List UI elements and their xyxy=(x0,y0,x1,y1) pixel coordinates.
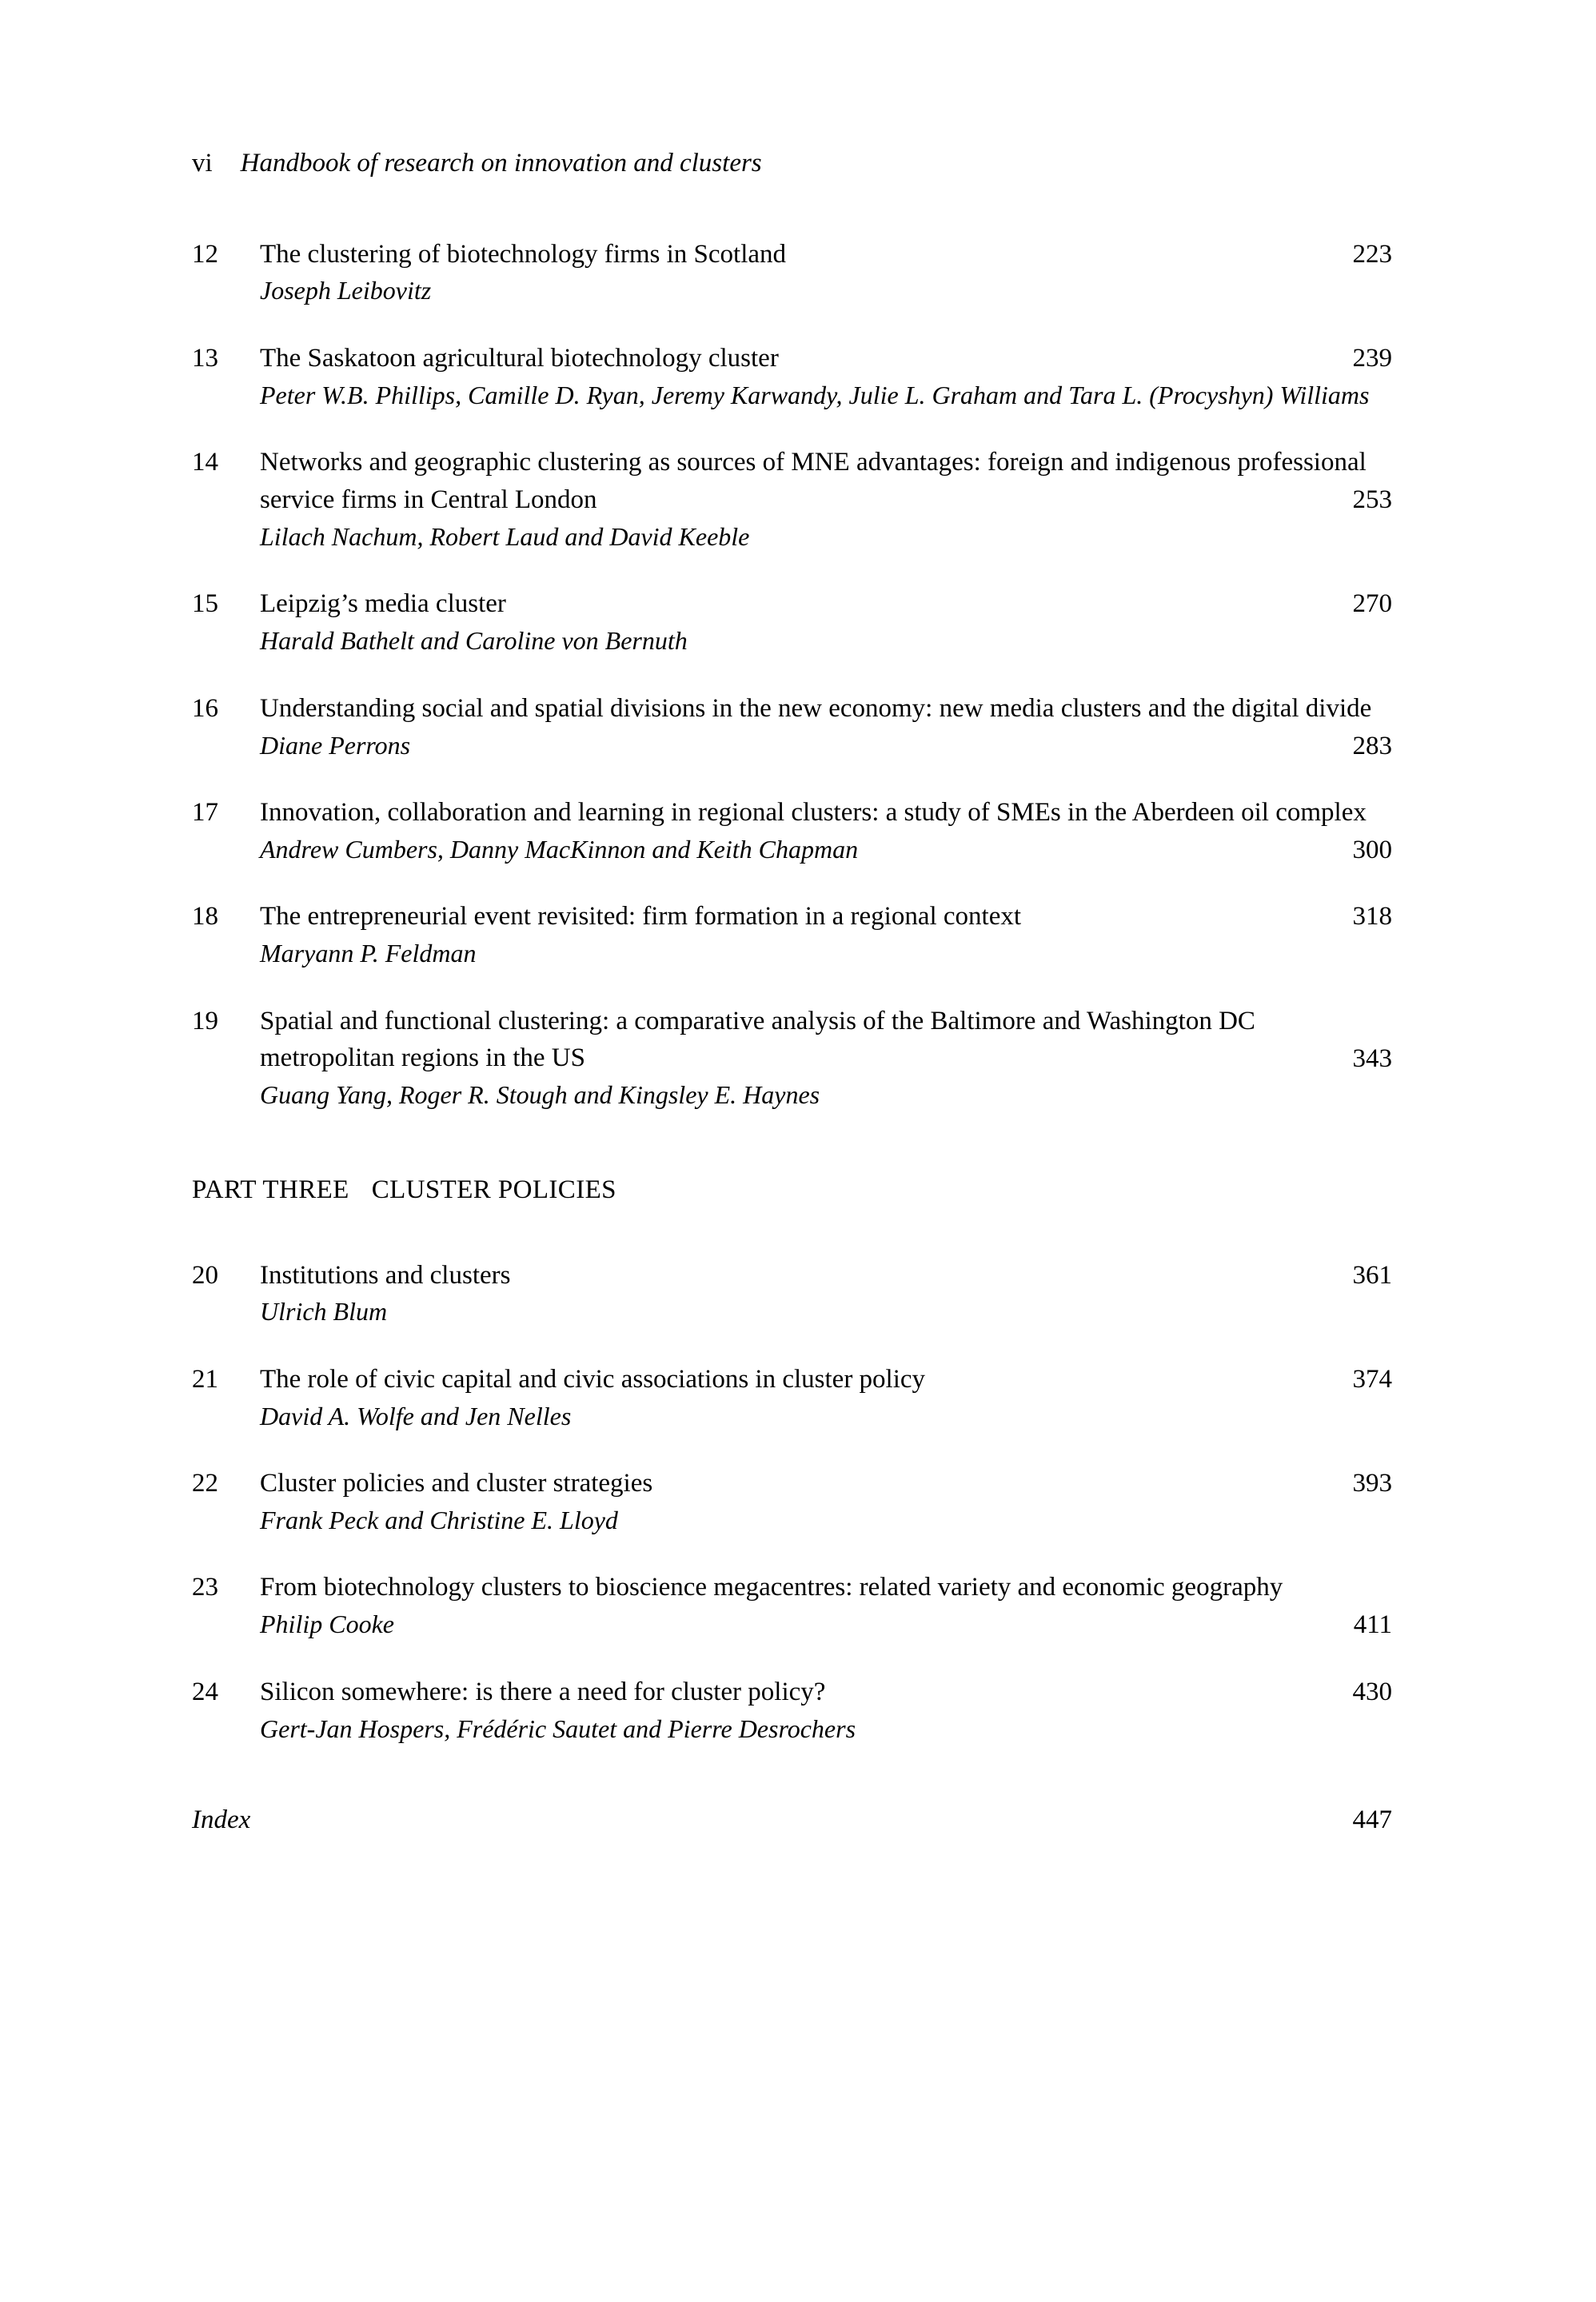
toc-entry[interactable] xyxy=(192,690,1392,764)
chapter-authors: Philip Cooke xyxy=(260,1610,394,1639)
index-label: Index xyxy=(192,1805,251,1835)
chapter-title: The entrepreneurial event revisited: firm formation in a regional context xyxy=(260,902,1022,932)
toc-entry[interactable] xyxy=(192,1003,1392,1114)
chapter-authors: Frank Peck and Christine E. Lloyd xyxy=(260,1506,618,1534)
chapter-authors: Diane Perrons xyxy=(260,730,411,760)
chapter-page-number: 239 xyxy=(1352,343,1392,373)
book-title: Handbook of research on innovation and clusters xyxy=(240,149,762,178)
chapter-title: Innovation, collaboration and learning in regional clusters: a study of SMEs in the Aberdeen oil complex xyxy=(260,797,1367,827)
chapter-page-number: 361 xyxy=(1352,1260,1392,1290)
chapter-number: 20 xyxy=(192,1260,218,1290)
chapter-number: 21 xyxy=(192,1364,218,1394)
chapter-authors: Joseph Leibovitz xyxy=(260,276,432,305)
chapter-title: Leipzig’s media cluster xyxy=(260,589,506,619)
part-name: CLUSTER POLICIES xyxy=(371,1175,616,1204)
toc-entry[interactable] xyxy=(192,585,1392,659)
toc-entry[interactable] xyxy=(192,340,1392,413)
index-page-number: 447 xyxy=(1352,1805,1392,1835)
chapter-title: The role of civic capital and civic associations in cluster policy xyxy=(260,1364,926,1394)
chapter-number: 15 xyxy=(192,589,218,619)
chapter-number: 12 xyxy=(192,239,218,269)
chapter-number: 16 xyxy=(192,693,218,723)
toc-entry[interactable] xyxy=(192,444,1392,555)
chapter-authors: David A. Wolfe and Jen Nelles xyxy=(260,1401,572,1430)
chapter-page-number: 270 xyxy=(1352,589,1392,619)
chapter-authors: Lilach Nachum, Robert Laud and David Keeble xyxy=(260,521,750,551)
chapter-page-number: 283 xyxy=(1352,731,1392,760)
chapter-title: Networks and geographic clustering as sources of MNE advantages: foreign and indigenous professional service firms in Central London xyxy=(260,448,1367,515)
toc-entry[interactable] xyxy=(192,1569,1392,1642)
chapter-number: 19 xyxy=(192,1006,218,1035)
chapter-title: The clustering of biotechnology firms in Scotland xyxy=(260,239,787,269)
chapter-title: From biotechnology clusters to bioscience megacentres: related variety and economic geography xyxy=(260,1573,1283,1602)
chapter-authors: Harald Bathelt and Caroline von Bernuth xyxy=(260,626,688,656)
chapter-page-number: 374 xyxy=(1352,1364,1392,1394)
toc-entry[interactable] xyxy=(192,1257,1392,1331)
chapter-page-number: 411 xyxy=(1353,1610,1392,1640)
toc-part-three-entries xyxy=(192,1257,1392,1747)
chapter-page-number: 300 xyxy=(1352,835,1392,864)
part-heading xyxy=(192,1171,1392,1209)
chapter-title: Spatial and functional clustering: a comparative analysis of the Baltimore and Washington DC metropolitan regions in the US xyxy=(260,1006,1255,1073)
toc-entry[interactable] xyxy=(192,1465,1392,1538)
chapter-number: 14 xyxy=(192,448,218,477)
chapter-page-number: 223 xyxy=(1352,239,1392,269)
folio-number: vi xyxy=(192,149,213,178)
chapter-title: Silicon somewhere: is there a need for cluster policy? xyxy=(260,1677,826,1706)
chapter-number: 24 xyxy=(192,1677,218,1706)
chapter-authors: Guang Yang, Roger R. Stough and Kingsley E. Haynes xyxy=(260,1080,820,1110)
chapter-page-number: 253 xyxy=(1352,485,1392,515)
chapter-page-number: 318 xyxy=(1352,902,1392,932)
chapter-authors: Ulrich Blum xyxy=(260,1297,388,1327)
toc-part-two-entries xyxy=(192,236,1392,1114)
toc-entry[interactable] xyxy=(192,1674,1392,1747)
toc-entry[interactable] xyxy=(192,236,1392,309)
toc-entry[interactable] xyxy=(192,794,1392,868)
toc-entry[interactable] xyxy=(192,898,1392,971)
chapter-number: 22 xyxy=(192,1469,218,1498)
chapter-title: The Saskatoon agricultural biotechnology cluster xyxy=(260,343,779,373)
chapter-number: 13 xyxy=(192,343,218,373)
chapter-authors: Andrew Cumbers, Danny MacKinnon and Keith Chapman xyxy=(260,834,859,864)
chapter-page-number: 343 xyxy=(1352,1043,1392,1073)
part-label: PART THREE xyxy=(192,1175,349,1204)
chapter-number: 18 xyxy=(192,902,218,932)
chapter-page-number: 430 xyxy=(1352,1677,1392,1706)
chapter-number: 23 xyxy=(192,1573,218,1602)
chapter-title: Institutions and clusters xyxy=(260,1260,511,1290)
index-entry[interactable] xyxy=(192,1801,1392,1839)
chapter-title: Cluster policies and cluster strategies xyxy=(260,1469,653,1498)
chapter-authors: Gert-Jan Hospers, Frédéric Sautet and Pierre Desrochers xyxy=(260,1714,856,1743)
chapter-title: Understanding social and spatial divisions in the new economy: new media clusters and the digital divide xyxy=(260,693,1372,723)
chapter-page-number: 393 xyxy=(1352,1469,1392,1498)
chapter-authors: Peter W.B. Phillips, Camille D. Ryan, Jeremy Karwandy, Julie L. Graham and Tara L. (Procyshyn) Williams xyxy=(260,380,1370,409)
chapter-authors: Maryann P. Feldman xyxy=(260,939,477,968)
running-head xyxy=(192,148,1392,180)
chapter-number: 17 xyxy=(192,797,218,827)
toc-entry[interactable] xyxy=(192,1361,1392,1434)
